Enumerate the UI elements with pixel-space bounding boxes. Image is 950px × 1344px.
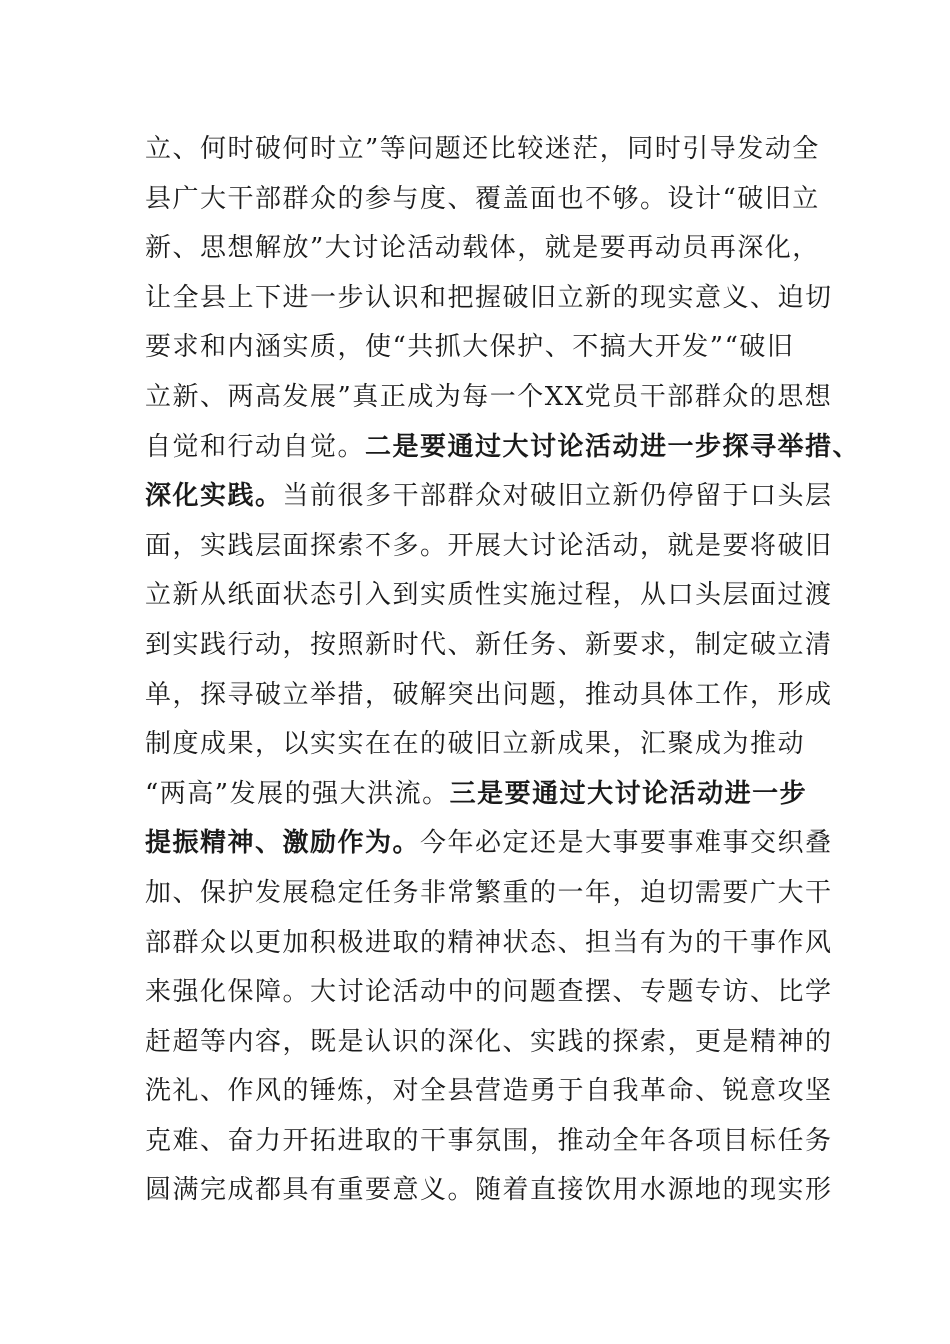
text-run: 加、保护发展稳定任务非常繁重的一年，迫切需要广大干 — [145, 877, 833, 908]
text-line — [145, 1117, 845, 1167]
text-line — [145, 671, 845, 721]
text-line — [145, 224, 845, 274]
text-line — [145, 1018, 845, 1068]
text-run: 单，探寻破立举措，破解突出问题，推动具体工作，形成 — [145, 679, 833, 710]
text-run: 制度成果，以实实在在的破旧立新成果，汇聚成为推动 — [145, 729, 806, 760]
text-run: 让全县上下进一步认识和把握破旧立新的现实意义、迫切 — [145, 282, 833, 313]
text-run: 部群众以更加积极进取的精神状态、担当有为的干事作风 — [145, 927, 833, 958]
text-line — [145, 1166, 845, 1216]
text-run: 立新从纸面状态引入到实质性实施过程，从口头层面过渡 — [145, 580, 833, 611]
text-line — [145, 571, 845, 621]
text-line — [145, 373, 845, 423]
text-line — [145, 1067, 845, 1117]
text-run: 立新、两高发展”真正成为每一个XX党员干部群众的思想 — [145, 381, 833, 412]
text-line — [145, 968, 845, 1018]
text-line — [145, 125, 845, 175]
text-run: 当前很多干部群众对破旧立新仍停留于口头层 — [282, 481, 833, 512]
text-line — [145, 720, 845, 770]
bold-text-run: 二是要通过大讨论活动进一步探寻举措、 — [365, 431, 861, 462]
bold-text-run: 提振精神、激励作为。 — [145, 828, 421, 859]
body-paragraph — [145, 125, 861, 1216]
text-run: “两高”发展的强大洪流。 — [145, 778, 450, 809]
text-run: 圆满完成都具有重要意义。随着直接饮用水源地的现实形 — [145, 1175, 833, 1206]
text-line — [145, 423, 861, 473]
text-run: 要求和内涵实质，使“共抓大保护、不搞大开发”“破旧 — [145, 332, 795, 363]
text-run: 今年必定还是大事要事难事交织叠 — [420, 828, 833, 859]
text-line — [145, 274, 845, 324]
text-run: 到实践行动，按照新时代、新任务、新要求，制定破立清 — [145, 629, 833, 660]
bold-text-run: 三是要通过大讨论活动进一步 — [449, 778, 808, 809]
text-run: 面，实践层面探索不多。开展大讨论活动，就是要将破旧 — [145, 530, 833, 561]
text-run: 克难、奋力开拓进取的干事氛围，推动全年各项目标任务 — [145, 1125, 833, 1156]
text-run: 县广大干部群众的参与度、覆盖面也不够。设计“破旧立 — [145, 183, 820, 214]
text-run: 洗礼、作风的锤炼，对全县营造勇于自我革命、锐意攻坚 — [145, 1076, 833, 1107]
text-line — [145, 819, 845, 869]
text-line — [145, 621, 845, 671]
text-run: 新、思想解放”大讨论活动载体，就是要再动员再深化， — [145, 233, 820, 264]
text-line — [145, 472, 845, 522]
text-run: 来强化保障。大讨论活动中的问题查摆、专题专访、比学 — [145, 977, 833, 1008]
text-line — [145, 522, 845, 572]
text-line — [145, 869, 845, 919]
bold-text-run: 深化实践。 — [145, 481, 283, 512]
text-run: 立、何时破何时立”等问题还比较迷茫，同时引导发动全 — [145, 134, 820, 164]
text-run: 自觉和行动自觉。 — [145, 431, 366, 462]
text-line — [145, 919, 845, 969]
text-line — [145, 323, 845, 373]
text-line — [145, 770, 845, 820]
text-line — [145, 175, 845, 225]
text-run: 赶超等内容，既是认识的深化、实践的探索，更是精神的 — [145, 1026, 833, 1057]
